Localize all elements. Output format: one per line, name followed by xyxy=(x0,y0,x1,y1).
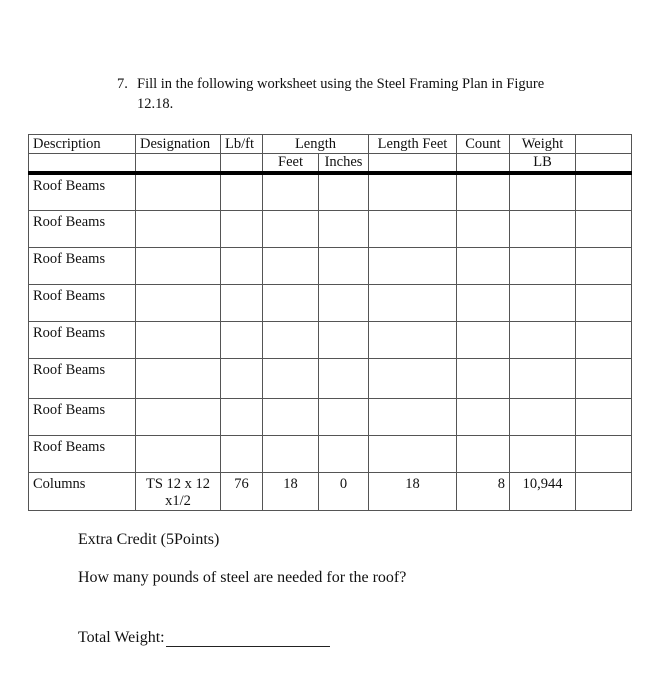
cell-description: Roof Beams xyxy=(29,322,136,359)
cell-feet[interactable] xyxy=(263,436,319,473)
subheader-blank xyxy=(457,154,510,174)
cell-weight[interactable] xyxy=(510,285,576,322)
total-weight-label: Total Weight: xyxy=(78,629,165,646)
total-weight-blank[interactable] xyxy=(166,629,330,647)
question-text-line1: Fill in the following worksheet using the Steel Framing Plan in Figure xyxy=(137,76,545,92)
cell-description: Roof Beams xyxy=(29,436,136,473)
cell-designation[interactable] xyxy=(136,359,221,399)
cell-inches[interactable] xyxy=(319,322,369,359)
cell-blank xyxy=(576,285,632,322)
cell-description: Roof Beams xyxy=(29,248,136,285)
header-description: Description xyxy=(29,135,136,154)
worksheet-table xyxy=(28,134,632,511)
cell-weight[interactable]: 10,944 xyxy=(510,473,576,511)
cell-length-feet[interactable] xyxy=(369,399,457,436)
table-row xyxy=(29,399,632,436)
cell-length-feet[interactable] xyxy=(369,173,457,211)
table-row xyxy=(29,473,632,511)
cell-count[interactable] xyxy=(457,211,510,248)
cell-feet[interactable] xyxy=(263,399,319,436)
cell-feet[interactable] xyxy=(263,211,319,248)
cell-weight[interactable] xyxy=(510,359,576,399)
subheader-inches: Inches xyxy=(319,154,369,174)
subheader-blank xyxy=(369,154,457,174)
question-text-line2: 12.18. xyxy=(137,96,174,112)
table-row xyxy=(29,211,632,248)
cell-description: Columns xyxy=(29,473,136,511)
table-row xyxy=(29,285,632,322)
table-row xyxy=(29,248,632,285)
cell-feet[interactable]: 18 xyxy=(263,473,319,511)
header-count: Count xyxy=(457,135,510,154)
cell-count[interactable] xyxy=(457,173,510,211)
cell-count[interactable] xyxy=(457,248,510,285)
cell-weight[interactable] xyxy=(510,173,576,211)
header-lb-ft: Lb/ft xyxy=(221,135,263,154)
cell-inches[interactable] xyxy=(319,399,369,436)
cell-inches[interactable] xyxy=(319,359,369,399)
cell-weight[interactable] xyxy=(510,322,576,359)
cell-count[interactable]: 8 xyxy=(457,473,510,511)
cell-blank xyxy=(576,248,632,285)
cell-inches[interactable]: 0 xyxy=(319,473,369,511)
cell-lb-ft[interactable] xyxy=(221,399,263,436)
subheader-blank xyxy=(136,154,221,174)
cell-inches[interactable] xyxy=(319,436,369,473)
table-row xyxy=(29,173,632,211)
header-length: Length xyxy=(263,135,369,154)
cell-blank xyxy=(576,359,632,399)
cell-length-feet[interactable] xyxy=(369,285,457,322)
cell-description: Roof Beams xyxy=(29,399,136,436)
cell-blank xyxy=(576,211,632,248)
cell-count[interactable] xyxy=(457,359,510,399)
cell-feet[interactable] xyxy=(263,248,319,285)
cell-blank xyxy=(576,322,632,359)
cell-inches[interactable] xyxy=(319,211,369,248)
table-row xyxy=(29,322,632,359)
cell-lb-ft[interactable] xyxy=(221,211,263,248)
cell-blank xyxy=(576,399,632,436)
cell-feet[interactable] xyxy=(263,285,319,322)
subheader-blank xyxy=(221,154,263,174)
cell-designation[interactable] xyxy=(136,285,221,322)
subheader-feet: Feet xyxy=(263,154,319,174)
cell-lb-ft[interactable]: 76 xyxy=(221,473,263,511)
cell-weight[interactable] xyxy=(510,248,576,285)
subheader-weight-unit: LB xyxy=(510,154,576,174)
cell-feet[interactable] xyxy=(263,322,319,359)
cell-designation[interactable] xyxy=(136,248,221,285)
cell-lb-ft[interactable] xyxy=(221,359,263,399)
cell-designation[interactable] xyxy=(136,399,221,436)
header-weight: Weight xyxy=(510,135,576,154)
header-length-feet: Length Feet xyxy=(369,135,457,154)
cell-designation[interactable] xyxy=(136,211,221,248)
cell-description: Roof Beams xyxy=(29,173,136,211)
cell-length-feet[interactable] xyxy=(369,248,457,285)
cell-designation[interactable] xyxy=(136,173,221,211)
cell-designation[interactable]: TS 12 x 12 x1/2 xyxy=(136,473,221,511)
cell-description: Roof Beams xyxy=(29,211,136,248)
cell-length-feet[interactable]: 18 xyxy=(369,473,457,511)
subheader-blank xyxy=(29,154,136,174)
cell-description: Roof Beams xyxy=(29,359,136,399)
cell-length-feet[interactable] xyxy=(369,436,457,473)
extra-credit-title: Extra Credit (5Points) xyxy=(78,531,220,548)
cell-blank xyxy=(576,473,632,511)
cell-feet[interactable] xyxy=(263,173,319,211)
cell-designation[interactable] xyxy=(136,436,221,473)
cell-inches[interactable] xyxy=(319,173,369,211)
cell-blank xyxy=(576,436,632,473)
cell-feet[interactable] xyxy=(263,359,319,399)
cell-length-feet[interactable] xyxy=(369,211,457,248)
extra-credit-question: How many pounds of steel are needed for the roof? xyxy=(78,569,407,586)
cell-inches[interactable] xyxy=(319,248,369,285)
cell-lb-ft[interactable] xyxy=(221,173,263,211)
cell-lb-ft[interactable] xyxy=(221,248,263,285)
header-designation: Designation xyxy=(136,135,221,154)
cell-length-feet[interactable] xyxy=(369,359,457,399)
cell-lb-ft[interactable] xyxy=(221,322,263,359)
cell-description: Roof Beams xyxy=(29,285,136,322)
subheader-blank xyxy=(576,154,632,174)
cell-count[interactable] xyxy=(457,399,510,436)
cell-lb-ft[interactable] xyxy=(221,436,263,473)
cell-weight[interactable] xyxy=(510,436,576,473)
cell-designation[interactable] xyxy=(136,322,221,359)
subheader-row xyxy=(29,154,632,174)
cell-count[interactable] xyxy=(457,322,510,359)
header-row xyxy=(29,135,632,154)
cell-lb-ft[interactable] xyxy=(221,285,263,322)
total-weight xyxy=(78,629,330,647)
cell-count[interactable] xyxy=(457,285,510,322)
cell-length-feet[interactable] xyxy=(369,322,457,359)
header-blank xyxy=(576,135,632,154)
instruction xyxy=(117,74,587,114)
cell-inches[interactable] xyxy=(319,285,369,322)
cell-count[interactable] xyxy=(457,436,510,473)
cell-weight[interactable] xyxy=(510,211,576,248)
cell-blank xyxy=(576,173,632,211)
table-row xyxy=(29,359,632,399)
cell-weight[interactable] xyxy=(510,399,576,436)
table-row xyxy=(29,436,632,473)
question-number: 7. xyxy=(117,76,128,92)
